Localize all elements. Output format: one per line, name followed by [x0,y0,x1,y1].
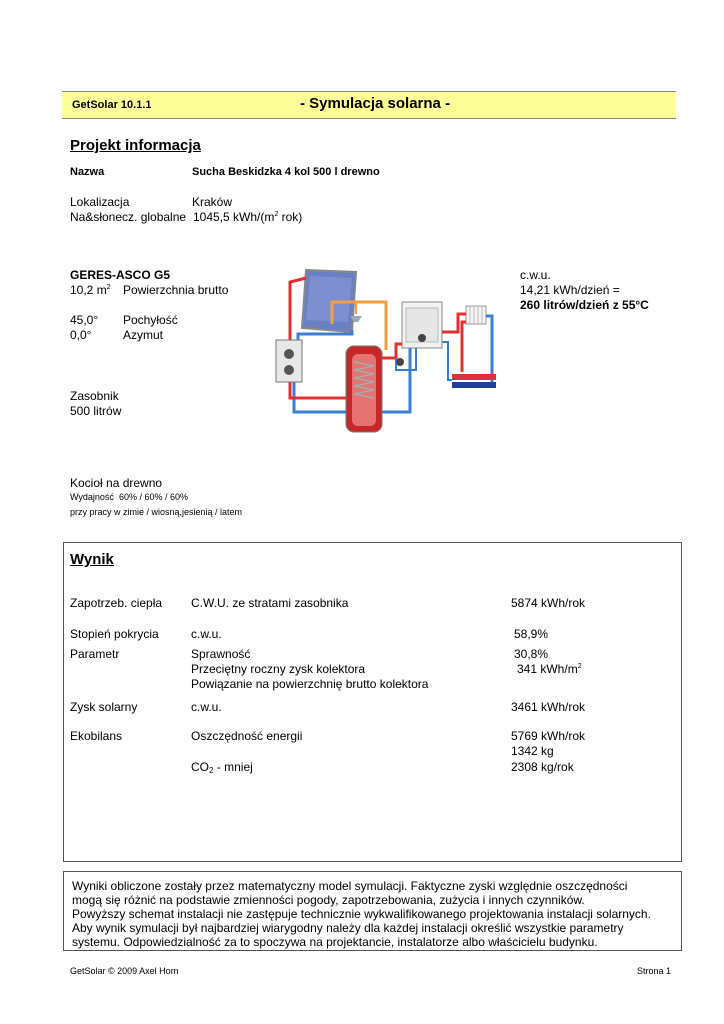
pump-icon [396,358,404,366]
coverage-label: Stopień pokrycia [70,627,159,641]
page-title: - Symulacja solarna - [300,95,451,112]
param-value-efficiency: 30,8% [514,647,549,661]
floor-heating-icon [452,374,496,388]
boiler-efficiency: Wydajność 60% / 60% / 60% [70,492,188,502]
param-desc-reference: Powiązanie na powierzchnię brutto kolektora [191,677,429,691]
system-diagram [270,262,500,447]
disclaimer-line: Aby wynik symulacji był najbardziej wiarygodny należy dla każdej instalacji określić wszystkie parametry [72,921,624,935]
result-box [63,542,682,862]
dhw-label: c.w.u. [520,268,551,282]
disclaimer-line: Wyniki obliczone zostały przez matematyczny model symulacji. Faktyczne zyski względnie oszczędności [72,879,628,893]
param-desc-yield: Przeciętny roczny zysk kolektora [191,662,366,676]
insolation-value: 1045,5 kWh/($m^2$ rok) [193,210,303,224]
disclaimer-box [63,871,682,951]
eco-value-mass: 1342 kg [511,744,554,758]
dhw-volume: 260 litrów/dzień z 55°C [520,298,649,312]
eco-label: Ekobilans [70,729,123,743]
solar-yield-desc: c.w.u. [191,700,222,714]
location-value: Kraków [192,195,233,209]
eco-desc-energy: Oszczędność energii [191,729,303,743]
demand-value: 5874 kWh/rok [511,596,586,610]
name-label: Nazwa [70,166,105,178]
insolation-label: Na&słonecz. globalne [70,210,187,224]
param-desc-efficiency: Sprawność [191,647,251,661]
name-value: Sucha Beskidzka 4 kol 500 l drewno [192,166,380,178]
footer-page-number: Strona 1 [637,966,672,976]
boiler-pump-icon [418,334,426,342]
solar-yield-value: 3461 kWh/rok [511,700,586,714]
param-label: Parametr [70,647,120,661]
param-value-yield: 341 kWh/$m^2$ [517,662,582,676]
boiler-label: Kocioł na drewno [70,476,163,490]
coverage-desc: c.w.u. [191,627,222,641]
azimuth-label: Azymut [123,328,164,342]
tilt-label: Pochyłość [123,313,178,327]
disclaimer-line: Powyższy schemat instalacji nie zastępuje technicznie wykwalifikowanego projektowania instalacji solarnych. [72,907,651,921]
coverage-value: 58,9% [514,627,549,641]
demand-label: Zapotrzeb. ciepła [70,596,163,610]
pump-station-icon [276,340,302,382]
boiler-seasons: przy pracy w zimie / wiosną,jesienią / latem [70,507,243,517]
dhw-energy: 14,21 kWh/dzień = [520,283,620,297]
co2-value: 2308 kg/rok [511,760,574,774]
storage-label: Zasobnik [70,389,119,403]
radiator-icon [466,306,486,324]
co2-desc: $CO_2$ - mniej [191,760,253,775]
project-heading: Projekt informacja [70,137,201,154]
disclaimer-line: systemu. Odpowiedzialność za to spoczywa na projektancie, instalatorze albo właścicielu budynku. [72,935,598,949]
collector-area-label: Powierzchnia brutto [123,283,229,297]
storage-tank-icon [346,346,382,432]
collector-model: GERES-ASCO G5 [70,268,171,282]
tilt-value: 45,0° [70,313,99,327]
collector-area: 10,2 $m^2$ [70,283,111,297]
location-label: Lokalizacja [70,195,130,209]
eco-value-energy: 5769 kWh/rok [511,729,586,743]
demand-desc: C.W.U. ze stratami zasobnika [191,596,349,610]
result-heading: Wynik [70,551,114,568]
disclaimer-line: mogą się różnić na podstawie zmienności pogody, zapotrzebowania, zużycia i innych czynników. [72,893,585,907]
footer-copyright: GetSolar © 2009 Axel Horn [70,966,179,976]
azimuth-value: 0,0° [70,328,92,342]
storage-value: 500 litrów [70,404,122,418]
solar-yield-label: Zysk solarny [70,700,138,714]
app-version: GetSolar 10.1.1 [72,99,152,111]
